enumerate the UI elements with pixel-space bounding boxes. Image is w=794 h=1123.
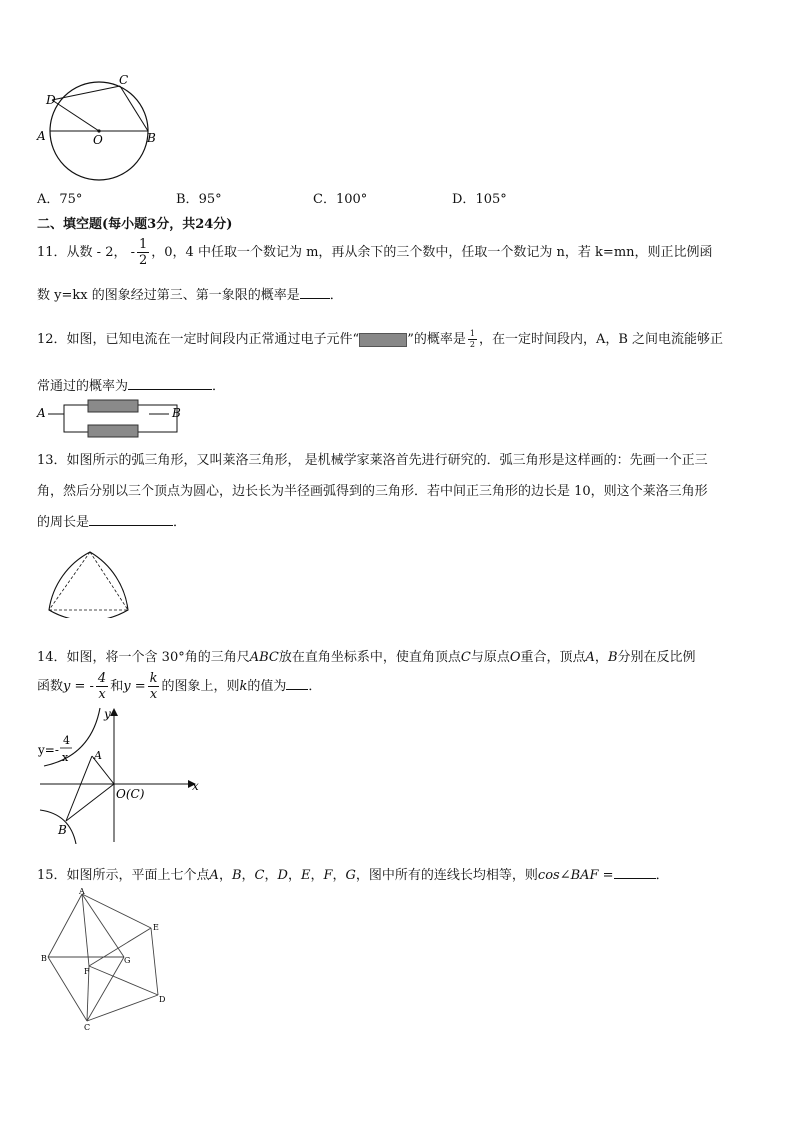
fraction-k-over-x: $\frac{k}{x}$ xyxy=(149,671,158,702)
fraction-4-over-x: $\frac{4}{x}$ xyxy=(97,671,107,702)
label-d: D xyxy=(46,93,56,107)
label-c: C xyxy=(119,73,129,87)
answer-blank[interactable] xyxy=(614,866,656,879)
point-g: G xyxy=(124,956,131,965)
point-a-label: A xyxy=(94,749,102,762)
circle-figure xyxy=(30,70,170,185)
q15-line1: 15．如图所示，平面上七个点A，B，C，D，E，F，G，图中所有的连线长均相等，则cos∠BAF = ． xyxy=(37,868,669,883)
reuleaux-triangle-figure xyxy=(40,548,140,618)
q13-line1: 13．如图所示的弧三角形，又叫莱洛三角形， 是机械学家莱洛首先进行研究的．弧三角形是这样画的：先画一个正三 xyxy=(37,453,708,468)
label-a: A xyxy=(37,406,46,420)
answer-blank[interactable] xyxy=(89,513,173,526)
x-axis-label: x xyxy=(192,779,199,793)
point-d: D xyxy=(159,995,166,1004)
point-e: E xyxy=(153,923,159,932)
curve-label: y=- xyxy=(38,743,59,757)
fraction-half: $\frac{1}{2}$ xyxy=(139,237,148,268)
q11-line1: 11．从数 - 2， - $\frac{1}{2}$ ，0，4 中任取一个数记为 m，再从余下的三个数中，任取一个数记为 n，若 k=mn，则正比例函 xyxy=(37,237,713,268)
answer-blank[interactable] xyxy=(300,286,330,299)
origin-label: O(C) xyxy=(116,787,145,801)
point-b-label: B xyxy=(58,823,67,837)
curve-num: 4 xyxy=(63,734,70,747)
circuit-figure xyxy=(36,397,186,439)
y-axis-label: y xyxy=(104,707,111,721)
label-a: A xyxy=(37,129,46,143)
point-a: A xyxy=(79,888,85,896)
label-b: B xyxy=(147,131,156,145)
label-o: O xyxy=(93,133,103,147)
choice-b[interactable]: B．95° xyxy=(176,192,222,207)
choice-d[interactable]: D．105° xyxy=(452,192,507,207)
q13-line2: 角，然后分别以三个顶点为圆心，边长长为半径画弧得到的三角形．若中间正三角形的边长是 10，则这个莱洛三角形 xyxy=(37,484,708,499)
q14-line1: 14．如图，将一个含 30°角的三角尺ABC放在直角坐标系中，使直角顶点C与原点O重合，顶点A，B分别在反比例 xyxy=(37,650,696,665)
q12-line1: 12．如图，已知电流在一定时间段内正常通过电子元件“ ”的概率是 $\frac{1}{2}$ ，在一定时间段内，A，B 之间电流能够正 xyxy=(37,329,724,349)
q14-line2: 函数y = - $\frac{4}{x}$ 和y = $\frac{k}{x}$ 的图象上，则k的值为 ． xyxy=(37,671,322,702)
answer-blank[interactable] xyxy=(286,677,308,690)
point-c: C xyxy=(84,1023,91,1032)
q13-line3: 的周长是 ． xyxy=(37,515,187,530)
label-b: B xyxy=(172,406,181,420)
choice-c[interactable]: C．100° xyxy=(313,192,368,207)
point-f: F xyxy=(84,967,90,976)
section-title: 二、填空题(每小题3分，共24分) xyxy=(37,217,233,232)
point-b: B xyxy=(41,954,47,963)
curve-den: x xyxy=(62,751,69,764)
coordinate-figure xyxy=(36,706,206,844)
q12-line2: 常通过的概率为 ． xyxy=(37,379,226,394)
fraction-half-small: $\frac{1}{2}$ xyxy=(469,329,475,349)
answer-blank[interactable] xyxy=(128,377,212,390)
seven-points-figure xyxy=(38,888,173,1033)
choice-a[interactable]: A．75° xyxy=(37,192,83,207)
q11-line2: 数 y=kx 的图象经过第三、第一象限的概率是 ． xyxy=(37,288,343,303)
electronic-component-icon xyxy=(359,333,407,347)
